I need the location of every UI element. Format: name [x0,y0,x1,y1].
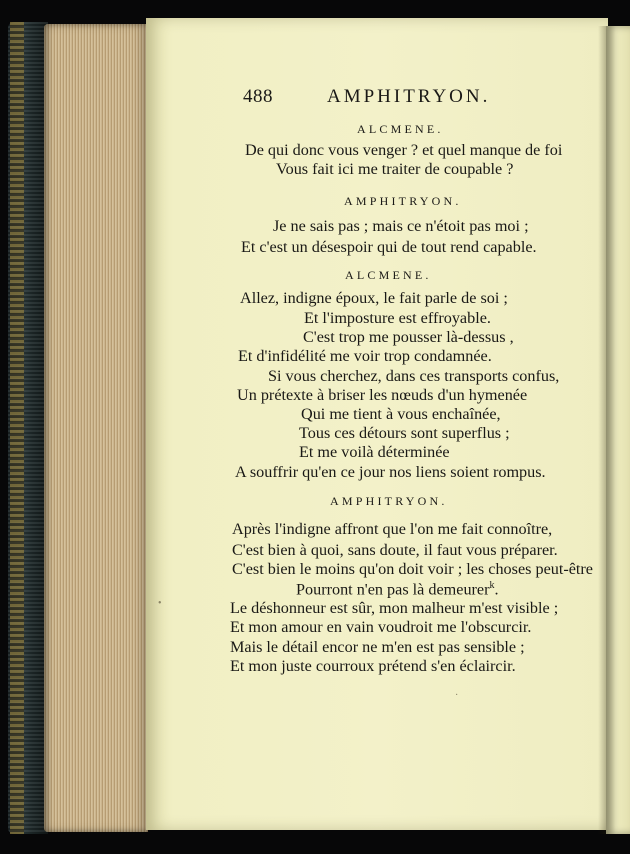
verse-line: Et mon amour en vain voudroit me l'obscurcir. [230,618,532,636]
verse-line: A souffrir qu'en ce jour nos liens soient rompus. [235,463,546,481]
verse-line: Le déshonneur est sûr, mon malheur m'est visible ; [230,599,559,617]
speaker-name: AMPHITRYON. [344,194,462,208]
page-number: 488 [243,86,273,107]
verse-text: Pourront n'en pas là demeurer [296,580,490,599]
verse-line: Tous ces détours sont superflus ; [299,424,510,442]
verse-line: De qui donc vous venger ? et quel manque de foi [245,141,563,159]
verse-line: Après l'indigne affront que l'on me fait connoître, [232,520,553,538]
verse-line: Si vous cherchez, dans ces transports confus, [268,367,560,385]
running-title: AMPHITRYON. [327,86,491,107]
verse-line: Allez, indigne époux, le fait parle de soi ; [240,289,508,307]
footnote-marker: k [489,580,495,591]
verse-line: C'est trop me pousser là-dessus , [303,328,514,346]
facing-page-edge [606,26,630,834]
verse-line: Pourront n'en pas là demeurer$^k$. [296,580,499,599]
verse-line: Et me voilà déterminée [299,443,450,461]
verse-line: Et c'est un désespoir qui de tout rend capable. [241,238,537,256]
verse-line: Et l'imposture est effroyable. [304,309,491,327]
speaker-name: AMPHITRYON. [330,494,448,508]
verse-line: C'est bien le moins qu'on doit voir ; les choses peut-être [232,560,593,578]
paper-blemish: • [158,598,162,609]
verse-line: Un prétexte à briser les nœuds d'un hymenée [237,386,528,404]
speaker-name: ALCMENE. [345,268,432,282]
paper-blemish: · [455,690,459,701]
verse-line: Qui me tient à vous enchaînée, [301,405,501,423]
spine-decoration [10,22,24,834]
verse-line: Mais le détail encor ne m'en est pas sensible ; [230,638,525,656]
verse-line: Et mon juste courroux prétend s'en éclaircir. [230,657,516,675]
page-edges [44,24,148,832]
verse-line: C'est bien à quoi, sans doute, il faut vous préparer. [232,541,558,559]
speaker-name: ALCMENE. [357,122,444,136]
verse-line: Vous fait ici me traiter de coupable ? [276,160,514,178]
verse-line: Et d'infidélité me voir trop condamnée. [238,347,492,365]
verse-line: Je ne sais pas ; mais ce n'étoit pas moi ; [273,217,529,235]
